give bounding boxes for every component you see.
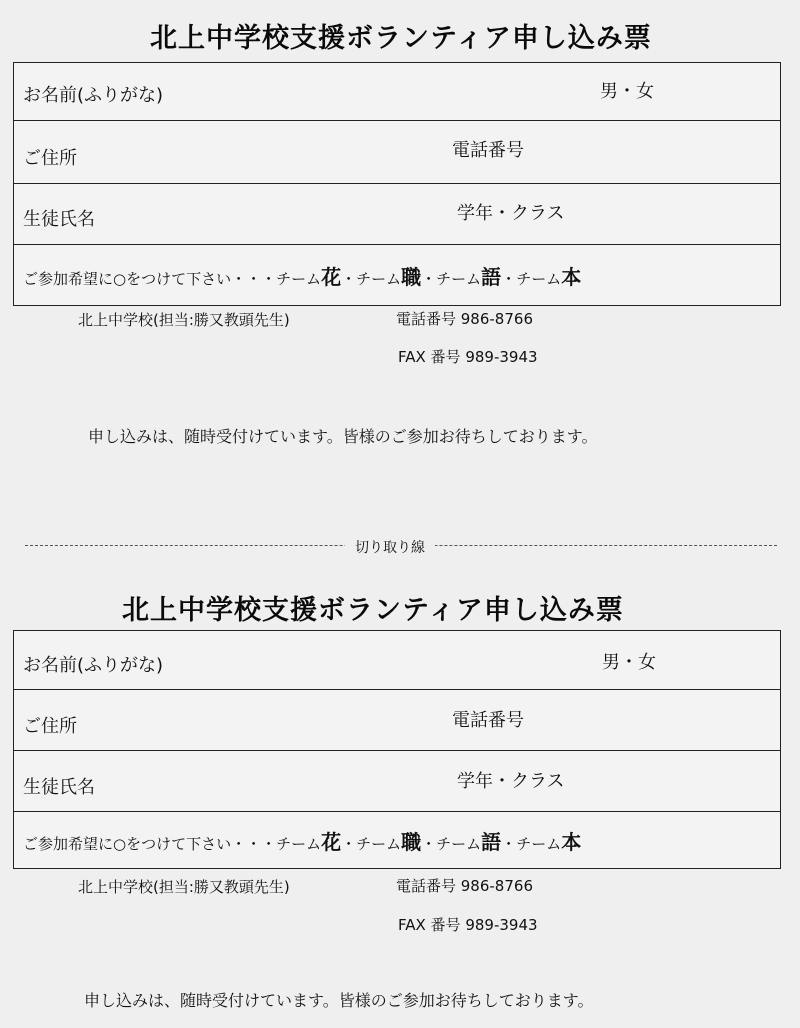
row-name xyxy=(14,631,780,690)
phone-label: 電話番号 xyxy=(452,140,524,161)
team-separator: ・ xyxy=(341,270,357,288)
notice-text: 申し込みは、随時受付けています。皆様のご参加お待ちしております。 xyxy=(88,427,598,446)
team-hana: 花 xyxy=(321,265,342,289)
team-go: 語 xyxy=(481,830,502,854)
team-hon: 本 xyxy=(561,830,582,854)
team-separator: ・ xyxy=(421,835,437,853)
name-label: お名前(ふりがな) xyxy=(23,85,164,106)
notice-text: 申し込みは、随時受付けています。皆様のご参加お待ちしております。 xyxy=(84,991,594,1010)
row-address xyxy=(14,690,780,751)
team-shoku: 職 xyxy=(401,830,422,854)
team-prefix: チーム xyxy=(516,835,562,853)
team-prefix: チーム xyxy=(516,270,562,288)
participation-prefix: ご参加希望に○をつけて下さい・・・ xyxy=(23,835,277,853)
student-label: 生徒氏名 xyxy=(23,777,95,798)
student-label: 生徒氏名 xyxy=(23,209,95,230)
row-participation xyxy=(14,812,780,868)
address-label: ご住所 xyxy=(23,148,77,169)
contact-school: 北上中学校(担当:勝又教頭先生) xyxy=(78,311,290,329)
form-table xyxy=(13,630,781,869)
contact-phone: 電話番号 986-8766 xyxy=(396,877,533,895)
team-hon: 本 xyxy=(561,265,582,289)
cut-line-label: 切り取り線 xyxy=(345,537,435,557)
team-hana: 花 xyxy=(321,830,342,854)
row-student xyxy=(14,751,780,812)
team-prefix: チーム xyxy=(356,835,402,853)
team-shoku: 職 xyxy=(401,265,422,289)
team-separator: ・ xyxy=(501,270,517,288)
contact-school: 北上中学校(担当:勝又教頭先生) xyxy=(78,878,290,896)
team-go: 語 xyxy=(481,265,502,289)
gender-label: 男・女 xyxy=(602,652,656,673)
contact-fax: FAX 番号 989-3943 xyxy=(398,916,538,934)
form-title: 北上中学校支援ボランティア申し込み票 xyxy=(122,595,624,626)
team-separator: ・ xyxy=(421,270,437,288)
form-title: 北上中学校支援ボランティア申し込み票 xyxy=(150,23,652,54)
team-prefix: チーム xyxy=(436,835,482,853)
participation-prefix: ご参加希望に○をつけて下さい・・・ xyxy=(23,270,277,288)
team-prefix: チーム xyxy=(276,835,322,853)
contact-phone: 電話番号 986-8766 xyxy=(396,310,533,328)
grade-label: 学年・クラス xyxy=(457,771,565,792)
team-prefix: チーム xyxy=(436,270,482,288)
team-separator: ・ xyxy=(501,835,517,853)
team-prefix: チーム xyxy=(356,270,402,288)
team-prefix: チーム xyxy=(276,270,322,288)
phone-label: 電話番号 xyxy=(452,710,524,731)
grade-label: 学年・クラス xyxy=(457,203,565,224)
contact-fax: FAX 番号 989-3943 xyxy=(398,348,538,366)
address-label: ご住所 xyxy=(23,716,77,737)
team-separator: ・ xyxy=(341,835,357,853)
gender-label: 男・女 xyxy=(600,81,654,102)
name-label: お名前(ふりがな) xyxy=(23,655,164,676)
participation-line xyxy=(23,826,581,855)
